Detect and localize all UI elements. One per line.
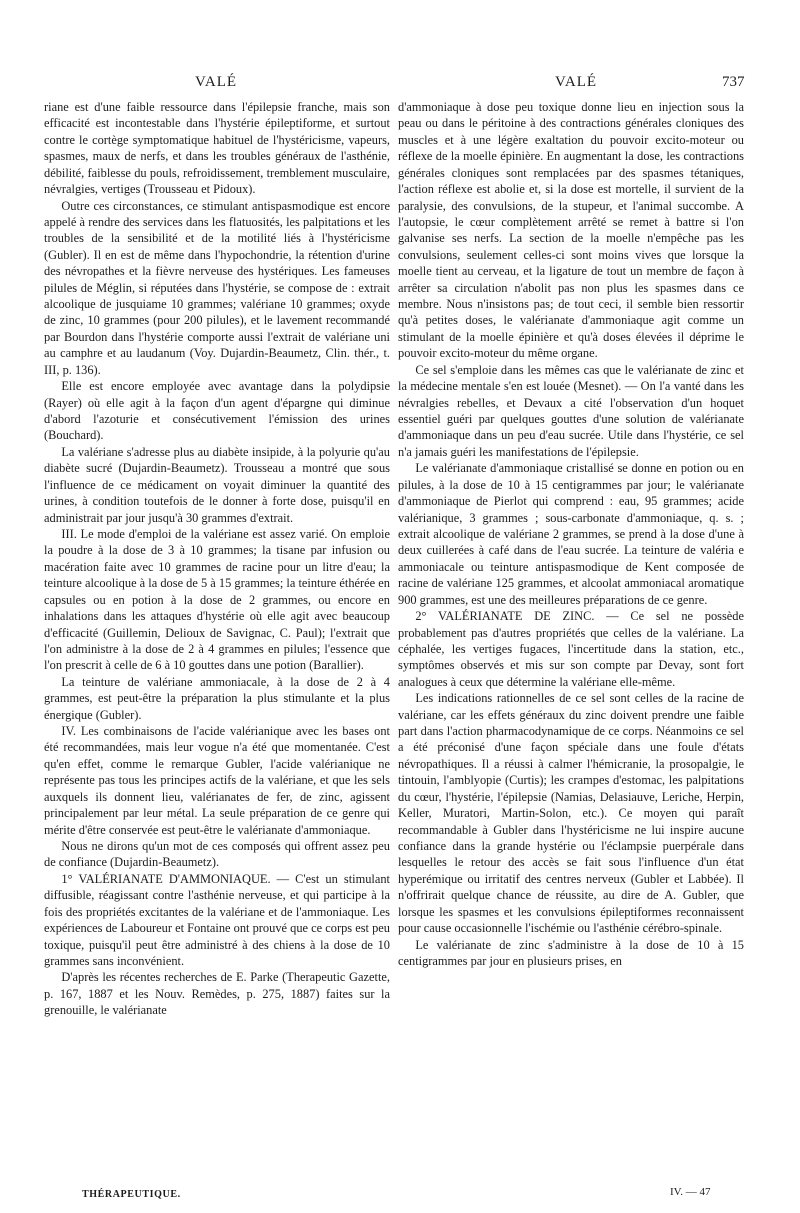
paragraph: Le valérianate de zinc s'administre à la dose de 10 à 15 centigrammes par jour en plusieurs prises, en — [398, 937, 744, 968]
right-column — [398, 99, 744, 969]
paragraph: La valériane s'adresse plus au diabète insipide, à la polyurie qu'au diabète sucré (Dujardin-Beaumetz). Trousseau a montré que sous l'influence de ce médicament on voyait diminuer la quantité des urines, à condition toutefois de le donner à forte dose, puisqu'il en administrait par jour jusqu'à 30 grammes d'extrait. — [44, 444, 390, 525]
page-number: 737 — [722, 74, 745, 90]
paragraph: La teinture de valériane ammoniacale, à la dose de 2 à 4 grammes, est peut-être la préparation la plus stimulante et la plus énergique (Gubler). — [44, 674, 390, 722]
running-head-left: VALÉ — [195, 74, 238, 90]
paragraph: D'après les récentes recherches de E. Parke (Therapeutic Gazette, p. 167, 1887 et les Nouv. Remèdes, p. 275, 1887) faites sur la grenouille, le valérianate — [44, 970, 390, 1018]
paragraph: IV. Les combinaisons de l'acide valérianique avec les bases ont été recommandées, mais leur vogue n'a été que momentanée. C'est qu'en effet, comme le remarque Gubler, l'acide valérianique ne représente pas tous les principes actifs de la valériane, et que les sels auxquels ils donnent lieu, valérianates de fer, de zinc, agissent principalement par leur métal. La seule préparation de ce genre qui mérite d'être conservée est peut-être le valérianate d'ammoniaque. — [44, 724, 390, 837]
footer-signature: IV. — 47 — [670, 1186, 711, 1198]
paragraph: Outre ces circonstances, ce stimulant antispasmodique est encore appelé à rendre des services dans les flatuosités, les palpitations et les troubles de la sensibilité et de la motilité liés à l'hystéricisme (Gubler). Il en est de même dans l'hypochondrie, la rétention d'urine des névropathes et la fièvre nerveuse des hystériques. Les fameuses pilules de Méglin, si réputées dans l'hystérie, se compose de : extrait alcoolique de jusquiame 10 grammes; valériane 10 grammes; oxyde de zinc, 10 grammes (pour 200 pilules), et le lavement recommandé par Bourdon dans l'hystérie comporte aussi l'extrait de valériane uni au camphre et au laudanum (Voy. Dujardin-Beaumetz, Clin. thér., t. III, p. 136). — [44, 198, 390, 377]
footer-section-title: THÉRAPEUTIQUE. — [82, 1189, 181, 1200]
running-head-right: VALÉ — [555, 74, 598, 90]
left-column — [44, 99, 390, 1019]
paragraph: d'ammoniaque à dose peu toxique donne lieu en injection sous la peau ou dans le péritoine à des contractions générales cloniques des muscles et à une légère exaltation du pouvoir excito-moteur ou réflexe de la moelle épinière. En augmentant la dose, les contractions générales cloniques sont remplacées par des spasmes tétaniques, l'action réflexe est abolie et, si la dose est mortelle, il survient de la paralysie, des convulsions, de la stupeur, et l'animal succombe. A l'autopsie, le cœur complètement arrêté se remet à battre si l'on galvanise ses nerfs. La section de la moelle n'empêche pas les convulsions, seulement celles-ci sont moins vives que lorsque la moelle tient au cerveau, et la ligature de tout un membre de façon à arrêter sa circulation n'abolit pas non plus les spasmes dans ce membre. Nous n'insistons pas; de tout ceci, il semble bien ressortir qu'à petites doses, le valérianate d'ammoniaque agit comme un stimulant de la moelle épinière et qu'à doses élevées il déprime le pouvoir excito-moteur du même organe. — [398, 100, 744, 361]
paragraph: Les indications rationnelles de ce sel sont celles de la racine de valériane, car les effets généraux du zinc doivent prendre une faible part dans l'action pharmacodynamique de ce corps. Néanmoins ce sel a été préconisé d'une façon spéciale dans une foule d'états névropathiques. Il a réussi à calmer l'hémicranie, la prosopalgie, le tintouin, l'amblyopie (Curtis); les crampes d'estomac, les palpitations du cœur, l'hystérie, l'épilepsie (Namias, Delasiauve, Leriche, Herpin, Keller, Muratori, Martin-Solon, etc.). Ce moyen qui paraît recommandable à Gubler dans l'hystéricisme ne lui inspire aucune confiance dans la grande hystérie ou l'éclampsie puerpérale dans lesquelles le retour des accès se fait sous l'influence d'un état hyperémique ou irritatif des centres nerveux (Gubler et Labbée). Il n'offrirait quelque chance de réussite, au dire de A. Gubler, que lorsque les spasmes et les convulsions épileptiformes reconnaissent pour cause occasionnelle l'ischémie ou l'asthénie cérébro-spinale. — [398, 691, 744, 936]
paragraph: III. Le mode d'emploi de la valériane est assez varié. On emploie la poudre à la dose de 3 à 10 grammes; la tisane par infusion ou macération faite avec 10 grammes de racine pour un litre d'eau; la teinture alcoolique à la dose de 5 à 15 grammes; la teinture éthérée en capsules ou en potion à la dose de 2 grammes, ou encore en inhalations dans les attaques d'hystérie où elle agit avec beaucoup d'efficacité (Guillemin, Delioux de Savignac, C. Paul); l'extrait que l'on administre à la dose de 2 à 4 grammes en pilules; l'essence que l'on prescrit à celle de 6 à 10 gouttes dans une potion (Barallier). — [44, 526, 390, 673]
paragraph: 1° VALÉRIANATE D'AMMONIAQUE. — C'est un stimulant diffusible, réagissant contre l'asthénie nerveuse, et qui participe à la fois des propriétés excitantes de la valériane et de l'ammoniaque. Les expériences de Laboureur et Fontaine ont prouvé que ce corps est peu toxique, puisqu'il peut être administré à des chiens à la dose de 10 grammes sans inconvénient. — [44, 871, 390, 968]
paragraph: Le valérianate d'ammoniaque cristallisé se donne en potion ou en pilules, à la dose de 10 à 15 centigrammes par jour; le valérianate d'ammoniaque de Pierlot qui comprend : eau, 95 grammes; acide valérianique, 3 grammes ; sous-carbonate d'ammoniaque, q. s. ; extrait alcoolique de valériane 2 grammes, se prend à la dose d'une à deux cuillerées à café dans de l'eau sucrée. La teinture de valéria e ammoniacale ou teinture antispasmodique de Kent composée de racine de valériane 125 grammes, et alcoolat ammoniacal aromatique 900 grammes, est une des meilleures préparations de ce genre. — [398, 461, 744, 607]
paragraph: Nous ne dirons qu'un mot de ces composés qui offrent assez peu de confiance (Dujardin-Beaumetz). — [44, 838, 390, 870]
paragraph: Elle est encore employée avec avantage dans la polydipsie (Rayer) où elle agit à la façon d'un agent d'épargne qui diminue d'abord l'azoturie et consécutivement l'émission des urines (Bouchard). — [44, 379, 390, 443]
paragraph: riane est d'une faible ressource dans l'épilepsie franche, mais son efficacité est incontestable dans l'hystérie épileptiforme, et surtout contre le cortège symptomatique habituel de l'hystéricisme, vapeurs, spasmes, maux de nerfs, et dans les troubles généraux de l'asthénie, débilité, faiblesse du pouls, refroidissement, tremblement musculaire, névralgies, vertiges (Trousseau et Pidoux). — [44, 100, 390, 197]
paragraph: Ce sel s'emploie dans les mêmes cas que le valérianate de zinc et la médecine mentale s'en est louée (Mesnet). — On l'a vanté dans les névralgies rebelles, et Devaux a cité l'observation d'un hoquet essentiel guéri par quelques gouttes d'une solution de valérianate d'ammoniaque dans un peu d'eau sucrée. Utile dans l'hystérie, ce sel n'a jamais guéri les manifestations de l'épilepsie. — [398, 362, 744, 459]
paragraph: 2° VALÉRIANATE DE ZINC. — Ce sel ne possède probablement pas d'autres propriétés que celles de la valériane. La céphalée, les vertiges fugaces, l'incertitude dans la station, etc., symptômes observés et mis sur son compte par Devay, sont fort analogues à ceux que détermine la valériane elle-même. — [398, 609, 744, 689]
